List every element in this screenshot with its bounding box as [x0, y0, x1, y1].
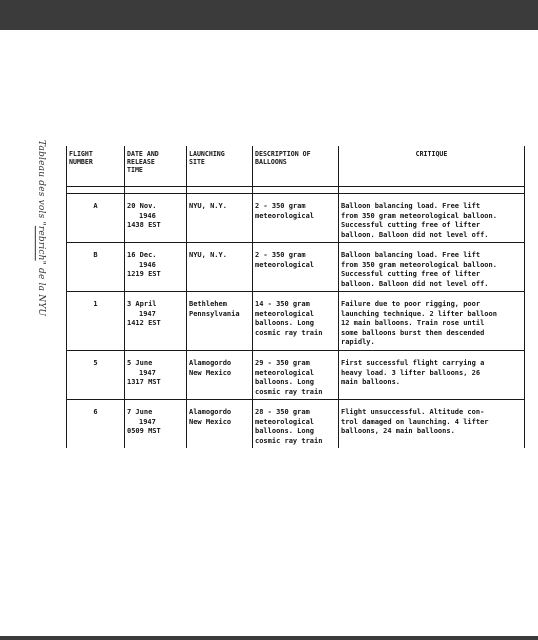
cell-date: [125, 292, 187, 351]
viewer-top-bar: [0, 0, 538, 30]
cell-description: [253, 350, 339, 399]
cell-site: [187, 350, 253, 399]
cell-line: Flight unsuccessful. Altitude con-: [341, 407, 485, 416]
cell-line: 1946: [139, 211, 156, 220]
header-text: RELEASE: [127, 158, 155, 166]
cell-site: [187, 194, 253, 243]
cell-line: New Mexico: [189, 368, 232, 377]
cell-line: 1412 EST: [127, 319, 161, 328]
cell-line: 12 main balloons. Train rose until: [341, 319, 485, 328]
cell-flight: 6: [67, 399, 125, 448]
flight-table: [66, 146, 525, 448]
table-header-row: [67, 146, 525, 187]
cell-line: 1438 EST: [127, 221, 161, 230]
cell-line: 2 - 350 gram: [255, 202, 306, 210]
header-text: SITE: [189, 158, 205, 166]
side-caption: [36, 140, 46, 316]
cell-line: 20 Nov.: [127, 202, 157, 210]
cell-line: Balloon balancing load. Free lift: [341, 202, 481, 210]
cell-line: Successful cutting free of lifter: [341, 221, 481, 230]
cell-line: meteorological: [255, 417, 315, 426]
side-caption-after: " de la NYU: [36, 260, 46, 317]
cell-site: [187, 399, 253, 448]
cell-line: 5 June: [127, 358, 153, 367]
cell-line: from 350 gram meteorological balloon.: [341, 211, 497, 220]
cell-line: heavy load. 3 lifter balloons, 26: [341, 368, 481, 377]
cell-flight: 1: [67, 292, 125, 351]
cell-line: First successful flight carrying a: [341, 358, 485, 367]
cell-line: 1947: [139, 417, 156, 426]
header-text: TIME: [127, 166, 143, 174]
table-row: [67, 350, 525, 399]
cell-line: cosmic ray train: [255, 328, 323, 337]
cell-line: 3 April: [127, 300, 157, 309]
cell-critique: [339, 292, 525, 351]
cell-line: 16 Dec.: [127, 251, 157, 260]
cell-date: [125, 350, 187, 399]
cell-critique: [339, 350, 525, 399]
cell-description: [253, 292, 339, 351]
cell-critique: [339, 243, 525, 292]
cell-line: some balloons burst then descended: [341, 328, 485, 337]
cell-line: Alamogordo: [189, 407, 232, 416]
cell-site: [187, 292, 253, 351]
cell-description: [253, 399, 339, 448]
header-text: DATE AND: [127, 150, 159, 158]
cell-line: 14 - 350 gram: [255, 300, 310, 309]
header-flight-number: [67, 146, 125, 187]
cell-date: [125, 399, 187, 448]
cell-line: 28 - 350 gram: [255, 407, 310, 416]
cell-site: [187, 243, 253, 292]
header-launching-site: [187, 146, 253, 187]
header-text: NUMBER: [69, 158, 93, 166]
cell-line: Balloon balancing load. Free lift: [341, 251, 481, 260]
cell-line: 7 June: [127, 407, 153, 416]
cell-line: meteorological: [255, 368, 315, 377]
cell-line: NYU, N.Y.: [189, 202, 227, 210]
cell-line: 29 - 350 gram: [255, 358, 310, 367]
cell-line: meteorological: [255, 309, 315, 318]
cell-line: rapidly.: [341, 338, 375, 347]
cell-critique: [339, 194, 525, 243]
header-text: BALLOONS: [255, 158, 287, 166]
cell-line: NYU, N.Y.: [189, 251, 227, 260]
side-caption-underlined: rebrich: [36, 225, 46, 261]
cell-line: 1947: [139, 368, 156, 377]
cell-line: New Mexico: [189, 417, 232, 426]
header-date-release: [125, 146, 187, 187]
cell-description: [253, 194, 339, 243]
table-row: [67, 194, 525, 243]
cell-line: balloons. Long: [255, 319, 315, 328]
cell-line: balloons. Long: [255, 378, 315, 387]
cell-line: balloons. Long: [255, 427, 315, 436]
cell-flight: B: [67, 243, 125, 292]
cell-line: from 350 gram meteorological balloon.: [341, 260, 497, 269]
viewer-bottom-bar: [0, 636, 538, 640]
cell-date: [125, 194, 187, 243]
header-critique: [339, 146, 525, 187]
table-row: [67, 292, 525, 351]
cell-line: meteorological: [255, 211, 315, 220]
cell-line: 2 - 350 gram: [255, 251, 306, 260]
cell-line: cosmic ray train: [255, 387, 323, 396]
cell-description: [253, 243, 339, 292]
cell-line: Bethlehem: [189, 300, 227, 309]
cell-line: 1317 MST: [127, 378, 161, 387]
header-text: DESCRIPTION OF: [255, 150, 311, 158]
side-caption-before: Tableau des vols ": [36, 140, 46, 226]
cell-line: 0509 MST: [127, 427, 161, 436]
header-description: [253, 146, 339, 187]
cell-critique: [339, 399, 525, 448]
header-text: LAUNCHING: [189, 150, 225, 158]
cell-line: Alamogordo: [189, 358, 232, 367]
cell-line: cosmic ray train: [255, 436, 323, 445]
cell-line: launching technique. 2 lifter balloon: [341, 309, 497, 318]
table-row: [67, 243, 525, 292]
cell-line: balloon. Balloon did not level off.: [341, 279, 489, 288]
header-spacer: [67, 187, 525, 194]
cell-date: [125, 243, 187, 292]
cell-line: Pennsylvania: [189, 309, 240, 318]
cell-line: meteorological: [255, 260, 315, 269]
cell-line: balloons, 24 main balloons.: [341, 427, 455, 436]
header-text: CRITIQUE: [415, 150, 448, 158]
cell-line: 1219 EST: [127, 270, 161, 279]
table-row: [67, 399, 525, 448]
cell-line: 1947: [139, 309, 156, 318]
cell-line: balloon. Balloon did not level off.: [341, 230, 489, 239]
cell-line: 1946: [139, 260, 156, 269]
header-text: FLIGHT: [69, 150, 93, 158]
cell-line: main balloons.: [341, 378, 401, 387]
cell-line: Successful cutting free of lifter: [341, 270, 481, 279]
cell-line: trol damaged on launching. 4 lifter: [341, 417, 489, 426]
cell-flight: 5: [67, 350, 125, 399]
cell-flight: A: [67, 194, 125, 243]
cell-line: Failure due to poor rigging, poor: [341, 300, 481, 309]
